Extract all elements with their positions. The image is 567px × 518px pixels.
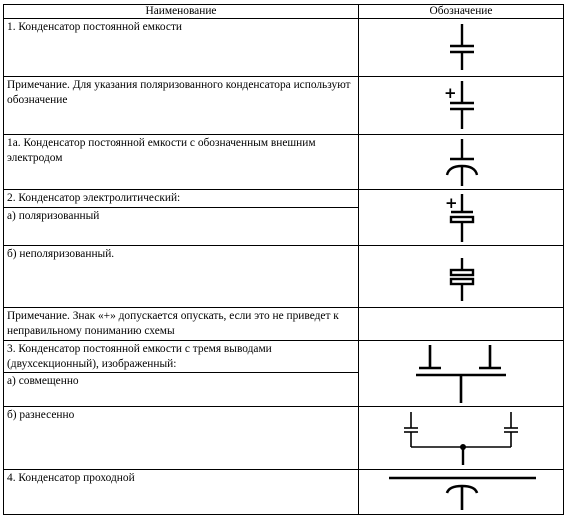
three-terminal-combined-symbol bbox=[359, 341, 564, 407]
plus-sign: + bbox=[445, 194, 458, 212]
row-polarized-note-name: Примечание. Для указания поляризованного конденсатора используют обозначение bbox=[4, 77, 359, 135]
three-terminal-separate-symbol bbox=[359, 407, 564, 470]
dual-section-capacitor-separate-icon bbox=[359, 407, 564, 470]
plus-sign: + bbox=[444, 84, 457, 102]
electrolytic-nonpolar-icon bbox=[359, 246, 564, 308]
header-name: Наименование bbox=[4, 5, 359, 19]
electrolytic-polarized-label: а) поляризованный bbox=[7, 210, 100, 222]
header-symbol: Обозначение bbox=[359, 5, 564, 19]
fixed-capacitor-symbol bbox=[359, 19, 564, 77]
junction-dot bbox=[460, 444, 466, 450]
outer-electrode-capacitor-symbol bbox=[359, 135, 564, 190]
three-terminal-combined-label: а) совмещенно bbox=[7, 375, 79, 387]
polarized-capacitor-icon bbox=[359, 77, 564, 135]
electrolytic-polarized-symbol bbox=[359, 190, 564, 246]
fixed-capacitor-icon bbox=[359, 19, 564, 77]
feedthrough-capacitor-symbol bbox=[359, 470, 564, 515]
row-outer-electrode-name: 1а. Конденсатор постоянной емкости с обозначенным внешним электродом bbox=[4, 135, 359, 190]
row-three-terminal-name bbox=[4, 341, 359, 407]
capacitor-symbols-table bbox=[3, 4, 564, 515]
feedthrough-capacitor-icon bbox=[359, 470, 564, 515]
row-electrolytic-nonpolar-name: б) неполяризованный. bbox=[4, 246, 359, 308]
row-electrolytic-name bbox=[4, 190, 359, 246]
row-fixed-capacitor-name: 1. Конденсатор постоянной емкости bbox=[4, 19, 359, 77]
electrolytic-title: 2. Конденсатор электролитический: bbox=[4, 190, 358, 208]
dual-section-capacitor-combined-icon bbox=[359, 341, 564, 407]
electrolytic-nonpolar-symbol bbox=[359, 246, 564, 308]
row-three-terminal-separate-name: б) разнесенно bbox=[4, 407, 359, 470]
row-feedthrough-name: 4. Конденсатор проходной bbox=[4, 470, 359, 515]
outer-electrode-capacitor-icon bbox=[359, 135, 564, 190]
electrolytic-polarized-icon bbox=[359, 190, 564, 246]
polarized-capacitor-symbol bbox=[359, 77, 564, 135]
three-terminal-title: 3. Конденсатор постоянной емкости с тремя выводами (двухсекционный), изображенный: bbox=[4, 341, 358, 373]
empty-symbol-cell bbox=[359, 308, 564, 341]
row-plus-sign-note-name: Примечание. Знак «+» допускается опускать, если это не приведет к неправильному пониманию схемы bbox=[4, 308, 359, 341]
